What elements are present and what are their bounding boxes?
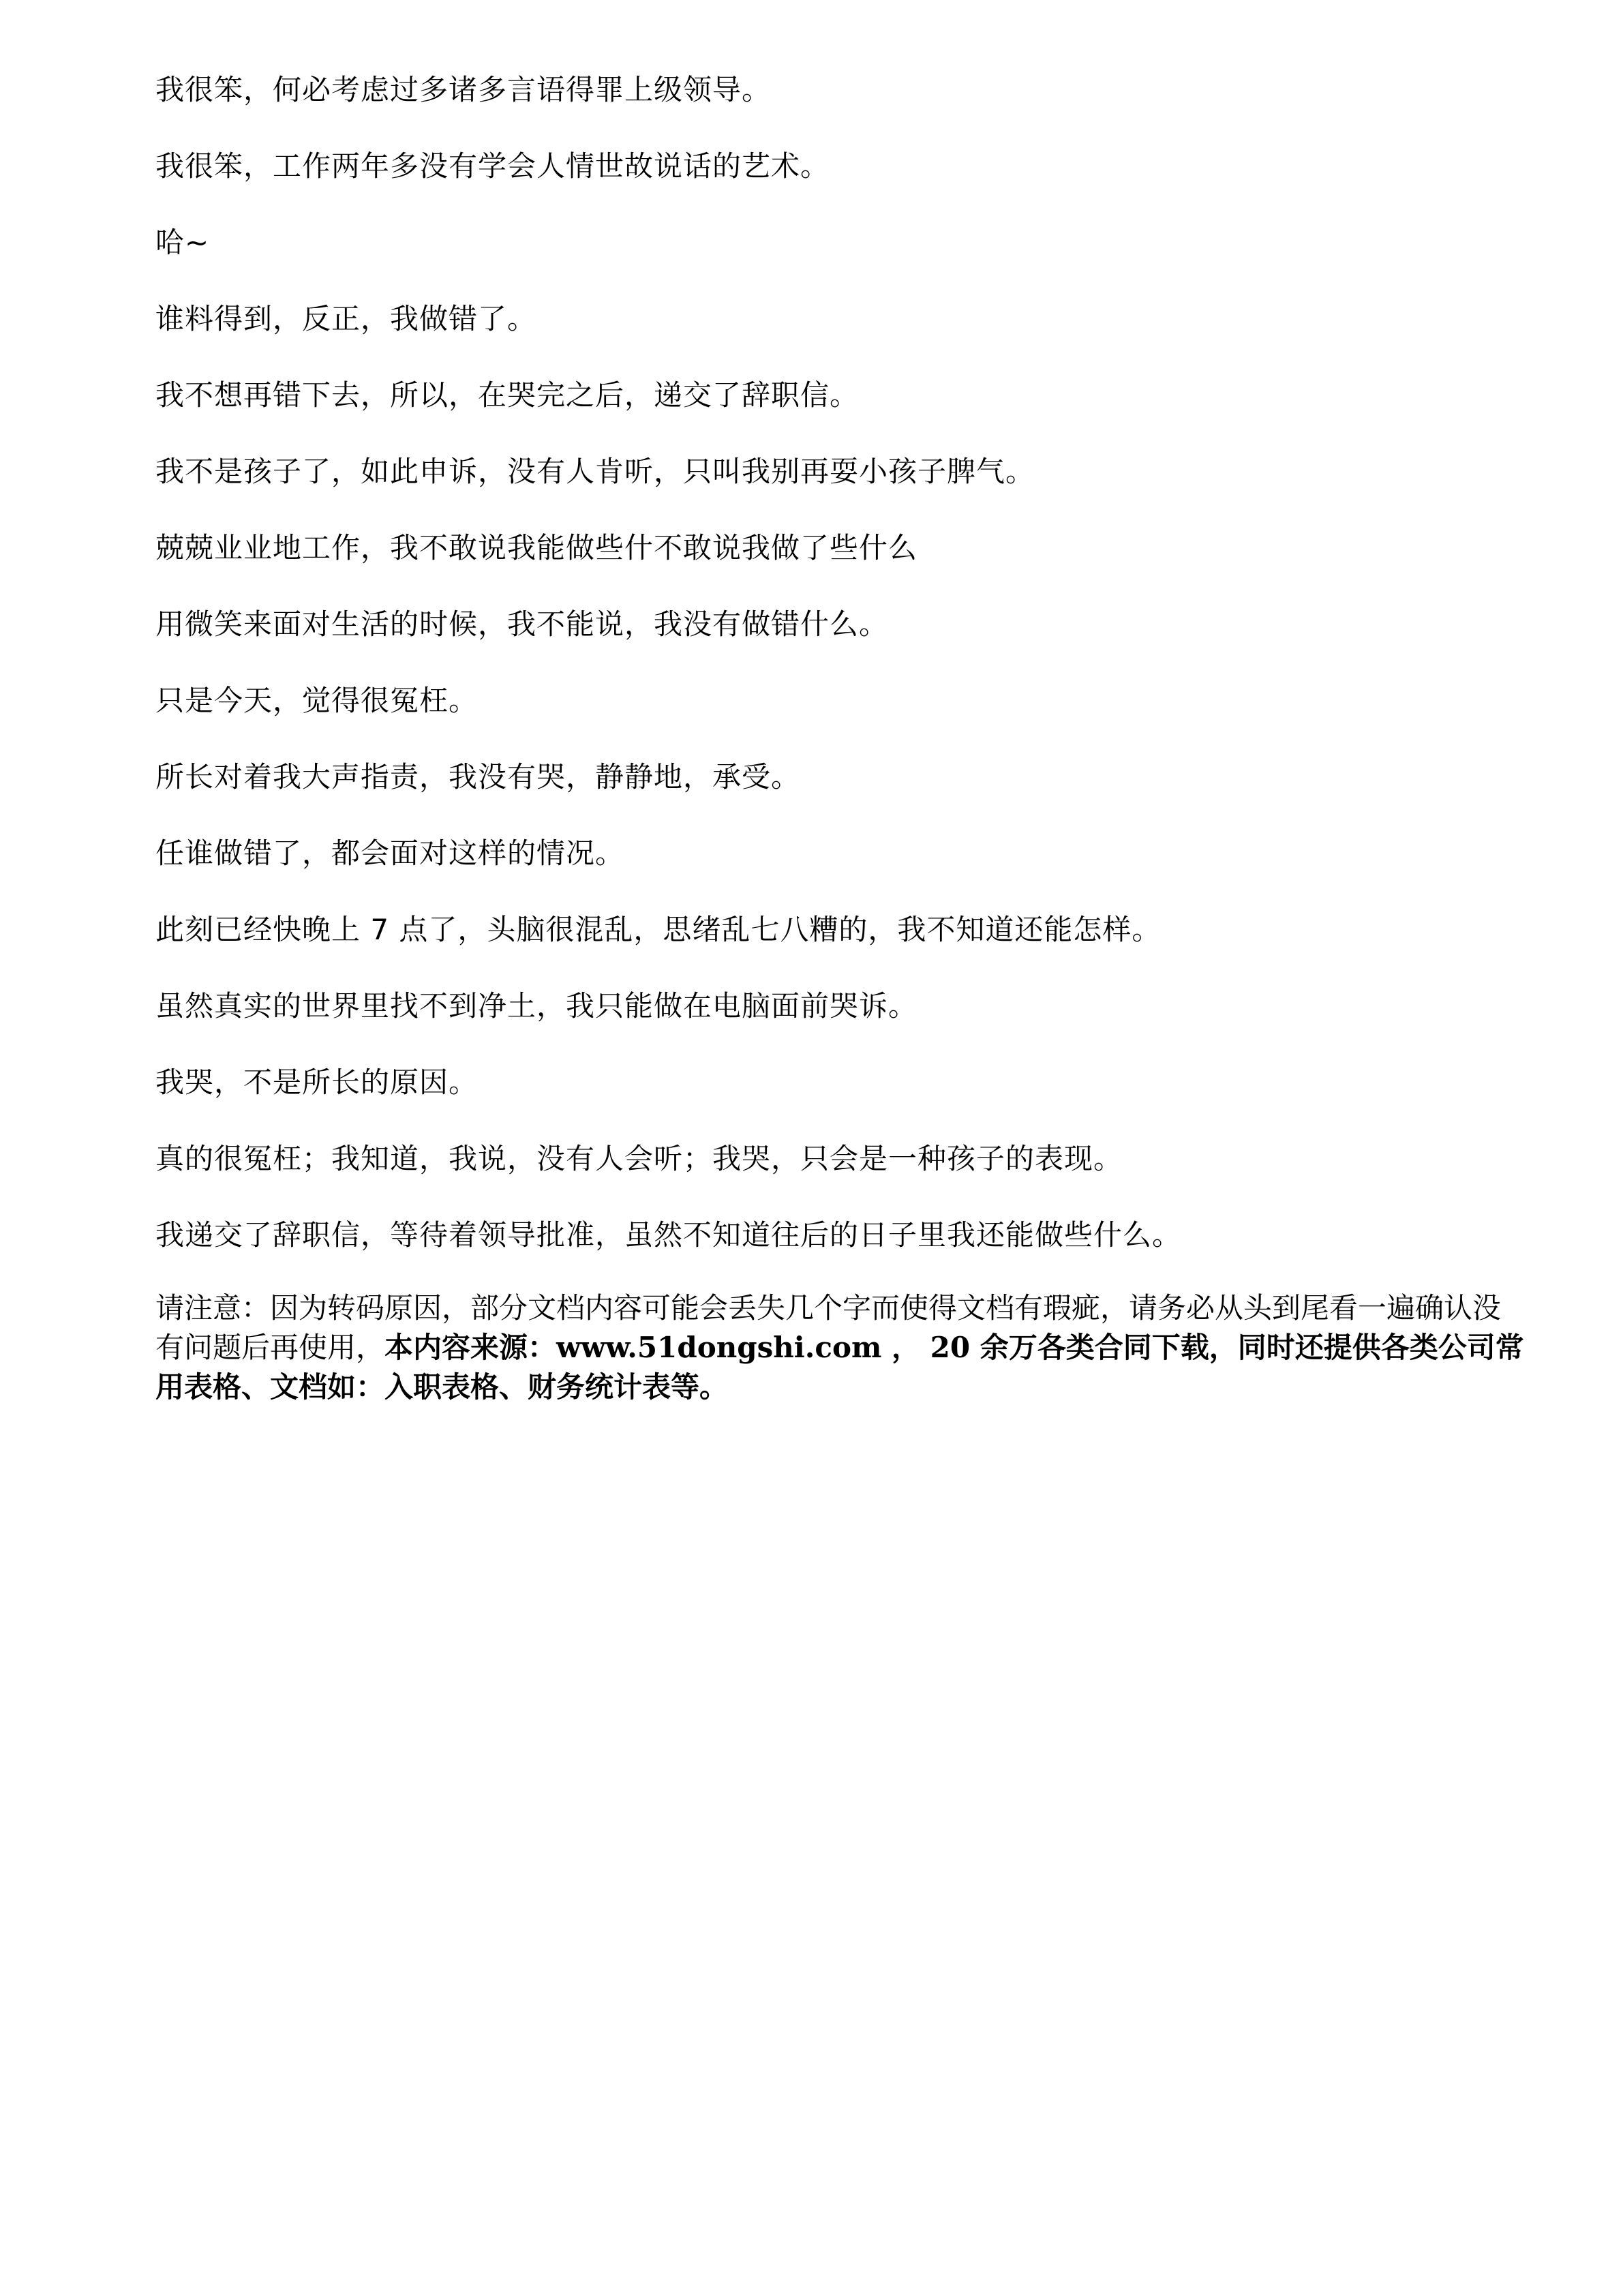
paragraph: 谁料得到，反正，我做错了。 [155,302,537,335]
paragraph: 我不是孩子了，如此申诉，没有人肯听，只叫我别再耍小孩子脾气。 [155,455,1035,488]
notice-text: 请注意：因为转码原因，部分文档内容可能会丢失几个字而使得文档有瑕疵，请务必从头到尾看一遍确认没有问题后再使用， [155,1291,1502,1364]
paragraph: 只是今天，觉得很冤枉。 [155,684,479,717]
notice-source-text: 本内容来源：www.51dongshi.com ， 20 余万各类合同下载，同时还提供各类公司常用表格、文档如：入职表格、财务统计表等。 [155,1331,1524,1404]
paragraph: 我哭，不是所长的原因。 [155,1066,479,1099]
paragraph: 我递交了辞职信，等待着领导批准，虽然不知道往后的日子里我还能做些什么。 [155,1218,1182,1252]
paragraph: 真的很冤枉；我知道，我说，没有人会听；我哭，只会是一种孩子的表现。 [155,1142,1123,1175]
paragraph: 任谁做错了，都会面对这样的情况。 [155,836,625,870]
paragraph: 哈~ [155,226,210,259]
paragraph: 所长对着我大声指责，我没有哭，静静地，承受。 [155,760,801,794]
paragraph: 我很笨，何必考虑过多诸多言语得罪上级领导。 [155,73,772,106]
paragraph: 我很笨，工作两年多没有学会人情世故说话的艺术。 [155,149,830,183]
paragraph: 兢兢业业地工作，我不敢说我能做些什不敢说我做了些什么 [155,531,918,564]
paragraph: 虽然真实的世界里找不到净土，我只能做在电脑面前哭诉。 [155,989,918,1023]
document-body [155,71,1512,1293]
paragraph: 我不想再错下去，所以，在哭完之后，递交了辞职信。 [155,378,860,412]
source-notice [155,1288,1526,1407]
paragraph: 此刻已经快晚上 7 点了，头脑很混乱，思绪乱七八糟的，我不知道还能怎样。 [155,913,1162,946]
paragraph: 用微笑来面对生活的时候，我不能说，我没有做错什么。 [155,607,889,641]
